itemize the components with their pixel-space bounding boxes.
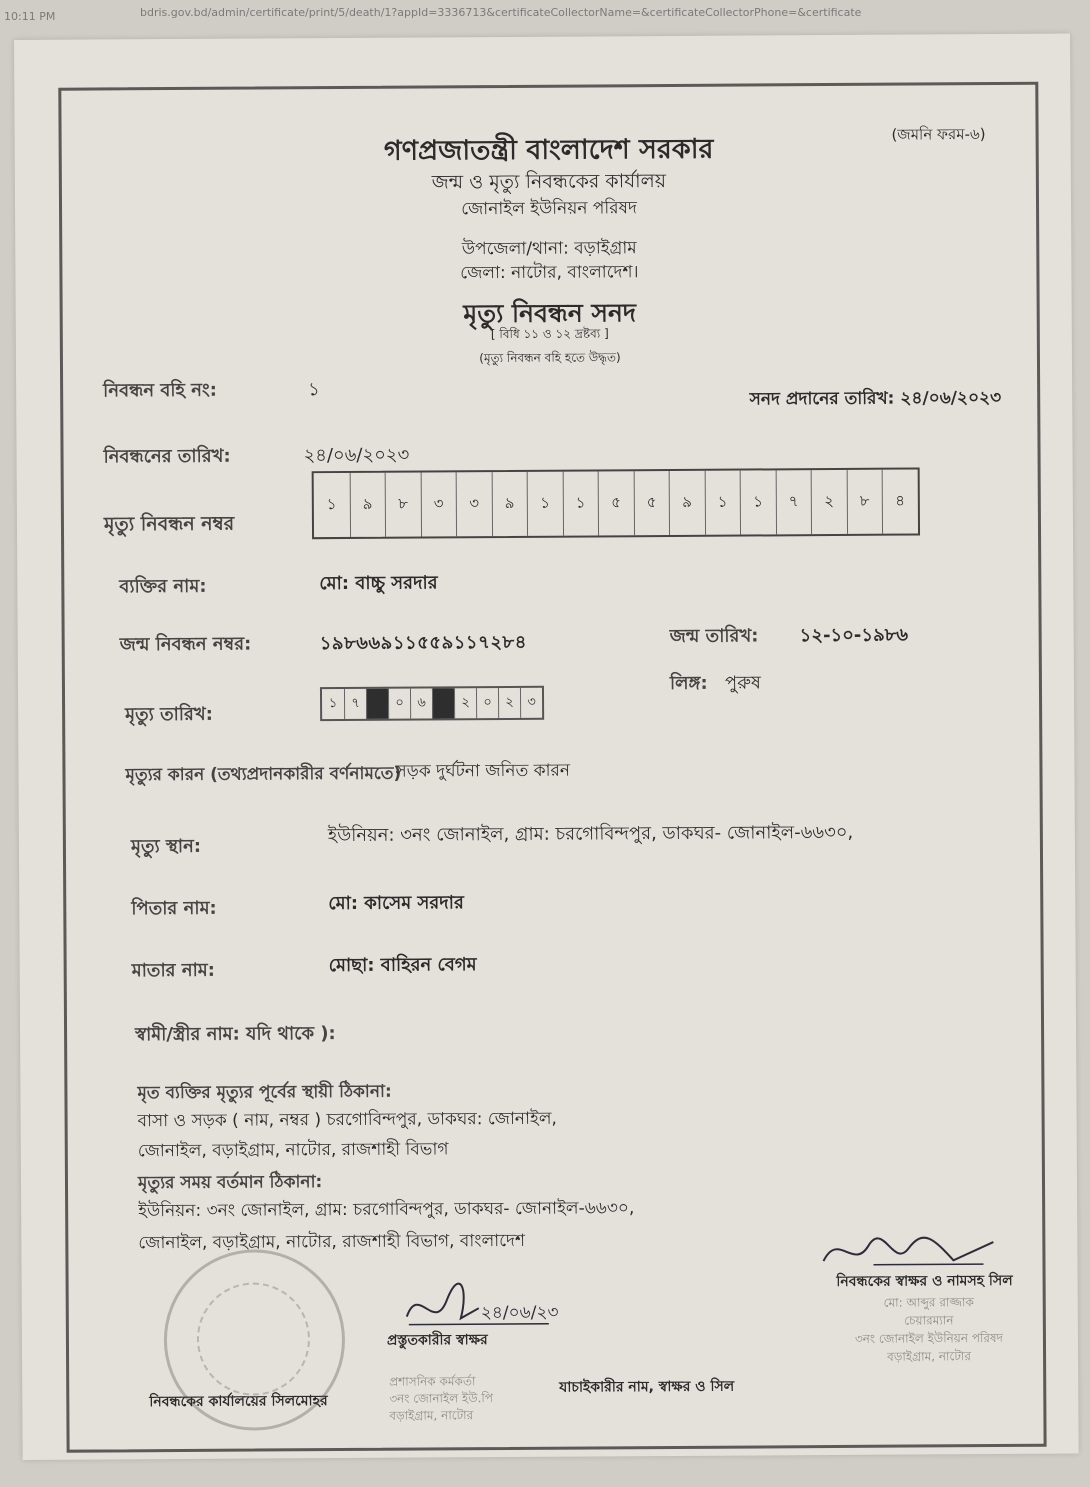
death-date-digit-cell: ২ <box>454 688 476 718</box>
approver-sign-date: ২৪/০৬/২৩ <box>480 1302 559 1324</box>
death-reg-digit-cell: ১ <box>326 494 337 513</box>
browser-print-header <box>0 0 1090 30</box>
permanent-address-line1: বাসা ও সড়ক ( নাম, নম্বর ) চরগোবিন্দপুর, ডাকঘর: জোনাইল, <box>137 1108 557 1132</box>
certificate-paper <box>14 34 1079 1460</box>
office-seal-label: নিবন্ধকের কার্যালয়ের সিলমোহর <box>149 1393 328 1411</box>
district-line: জেলা: নাটোর, বাংলাদেশ। <box>460 262 639 284</box>
reg-book-label: নিবন্ধন বহি নং: <box>103 379 217 402</box>
registrar-label: নিবন্ধকের স্বাক্ষর ও নামসহ সিল <box>836 1272 1013 1290</box>
registrar-stamp-line: চেয়ারম্যান <box>904 1313 954 1328</box>
government-title: গণপ্রজাতন্ত্রী বাংলাদেশ সরকার <box>383 133 714 167</box>
print-time: 10:11 PM <box>4 10 56 23</box>
permanent-address-label: মৃত ব্যক্তির মৃত্যুর পূর্বের স্থায়ী ঠিকানা: <box>137 1081 392 1104</box>
birth-date-label: জন্ম তারিখ: <box>669 625 759 648</box>
death-date-digit-cell: ০ <box>388 689 410 719</box>
certificate-title: মৃত্যু নিবন্ধন সনদ <box>463 298 637 329</box>
death-date-box <box>320 686 544 721</box>
death-date-digit-cell: ৬ <box>410 688 432 718</box>
book-reference: (মৃত্যু নিবন্ধন বহি হতে উদ্ধৃত) <box>479 350 621 366</box>
birth-date-value: ১২-১০-১৯৮৬ <box>799 624 909 647</box>
rule-reference: [ বিধি ১১ ও ১২ দ্রষ্টব্য ] <box>490 326 609 342</box>
death-reg-digit-cell: ২ <box>811 470 847 534</box>
registrar-stamp-line: ৩নং জোনাইল ইউনিয়ন পরিষদ <box>854 1330 1003 1346</box>
death-date-separator <box>366 689 388 719</box>
death-reg-digit-cell: ১ <box>740 470 776 534</box>
upazila-line: উপজেলা/থানা: বড়াইগ্রাম <box>461 238 637 260</box>
death-reg-digit-cell: ৯ <box>669 471 705 535</box>
issue-date: সনদ প্রদানের তারিখ: ২৪/০৬/২০২৩ <box>749 387 1002 410</box>
death-reg-digit-cell: ১ <box>527 472 563 536</box>
reg-book-value: ১ <box>308 379 320 401</box>
sex-value: পুরুষ <box>724 672 761 694</box>
place-label: মৃত্যু স্থান: <box>130 835 202 858</box>
registrar-stamp-line: মো: আব্দুর রাজ্জাক <box>883 1295 974 1310</box>
current-address-line2: জোনাইল, বড়াইগ্রাম, নাটোর, রাজশাহী বিভাগ, বাংলাদেশ <box>138 1230 526 1254</box>
mother-label: মাতার নাম: <box>131 959 216 982</box>
office-stamp-line: ৩নং জোনাইল ইউ.পি <box>389 1391 494 1406</box>
current-address-label: মৃত্যুর সময় বর্তমান ঠিকানা: <box>137 1172 323 1194</box>
birth-reg-value: ১৯৮৬৬৯১১৫৫৯১১৭২৮৪ <box>319 631 527 655</box>
print-url: bdris.gov.bd/admin/certificate/print/5/death/1?appId=3336713&certificateCollectorName=&certificateCollectorPhone=&certificate <box>140 6 862 19</box>
approver-signature <box>399 1278 559 1334</box>
certificate-frame <box>58 82 1046 1453</box>
death-reg-digit-cell: ১ <box>562 471 598 535</box>
death-reg-number-box <box>312 467 920 539</box>
death-reg-digit-cell: ৩ <box>420 472 456 536</box>
death-date-digit-cell: ০ <box>476 688 498 718</box>
sex-label: লিঙ্গ: <box>669 672 708 695</box>
office-name: জন্ম ও মৃত্যু নিবন্ধকের কার্যালয় <box>431 170 667 194</box>
registrar-stamp <box>855 1293 1003 1366</box>
mother-value: মোছা: বাহিরন বেগম <box>328 954 477 977</box>
office-stamp-text <box>389 1373 493 1425</box>
death-date-separator <box>432 688 454 718</box>
death-reg-digit-cell: ৯ <box>349 473 385 537</box>
death-reg-digit-cell: ৩ <box>456 472 492 536</box>
death-reg-digit-cell: ৭ <box>775 470 811 534</box>
death-reg-digit-cell: ১ <box>704 471 740 535</box>
death-reg-digit-cell: ৯ <box>491 472 527 536</box>
permanent-address-line2: জোনাইল, বড়াইগ্রাম, নাটোর, রাজশাহী বিভাগ <box>137 1139 449 1162</box>
spouse-label: স্বামী/স্ত্রীর নাম: যদি থাকে ): <box>135 1023 336 1046</box>
name-value: মো: বাচ্চু সরদার <box>319 572 438 595</box>
registrar-stamp-line: বড়াইগ্রাম, নাটোর <box>887 1349 971 1364</box>
death-date-digit-cell: ১ <box>328 695 338 711</box>
cause-value: সড়ক দুর্ঘটনা জনিত কারন <box>395 760 571 782</box>
form-tag: (জমনি ফরম-৬) <box>891 125 986 144</box>
approver-label: প্রস্তুতকারীর স্বাক্ষর <box>386 1332 488 1349</box>
office-stamp-line: বড়াইগ্রাম, নাটোর <box>389 1408 474 1423</box>
death-date-label: মৃত্যু তারিখ: <box>125 703 213 726</box>
death-reg-digit-cell: ৫ <box>633 471 669 535</box>
place-value: ইউনিয়ন: ৩নং জোনাইল, গ্রাম: চরগোবিন্দপুর, ডাকঘর- জোনাইল-৬৬৩০, <box>327 821 854 847</box>
office-stamp-line: প্রশাসনিক কর্মকর্তা <box>389 1374 476 1389</box>
current-address-line1: ইউনিয়ন: ৩নং জোনাইল, গ্রাম: চরগোবিন্দপুর, ডাকঘর- জোনাইল-৬৬৩০, <box>138 1198 635 1222</box>
reg-date-label: নিবন্ধনের তারিখ: <box>103 445 231 468</box>
death-date-digit-cell: ৩ <box>520 688 542 718</box>
birth-reg-label: জন্ম নিবন্ধন নম্বর: <box>119 633 252 656</box>
office-seal-inner-ring <box>197 1282 311 1396</box>
father-value: মো: কাসেম সরদার <box>328 892 464 915</box>
cause-label: মৃত্যুর কারন (তথ্যপ্রদানকারীর বর্ণনামতে) <box>125 763 402 786</box>
death-reg-digit-cell: ৮ <box>846 470 882 534</box>
death-reg-digit-cell: ৮ <box>385 473 421 537</box>
death-date-digit-cell: ৭ <box>344 689 366 719</box>
death-date-digit-cell: ২ <box>498 688 520 718</box>
verifier-label: যাচাইকারীর নাম, স্বাক্ষর ও সিল <box>559 1378 735 1396</box>
death-reg-label: মৃত্যু নিবন্ধন নম্বর <box>103 512 235 536</box>
father-label: পিতার নাম: <box>131 897 217 920</box>
council-name: জোনাইল ইউনিয়ন পরিষদ <box>461 198 637 220</box>
name-label: ব্যক্তির নাম: <box>119 575 207 598</box>
reg-date-value: ২৪/০৬/২০২৩ <box>303 444 410 467</box>
death-reg-digit-cell: ৪ <box>882 469 918 533</box>
death-reg-digit-cell: ৫ <box>598 471 634 535</box>
